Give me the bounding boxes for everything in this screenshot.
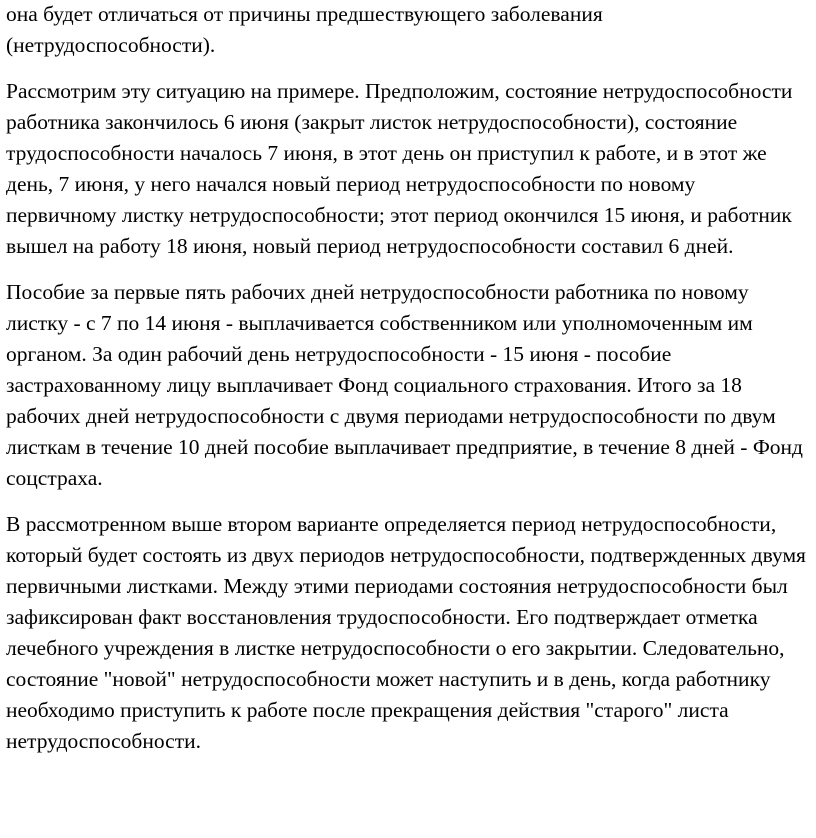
paragraph-benefit: Пособие за первые пять рабочих дней нетрудоспособности работника по новому листку - с 7 по 14 июня - выплачивается собственником или уполномоченным им органом. За один рабочий день нетрудоспособности - 15 июня - пособие застрахованному лицу выплачивает Фонд социального страхования. Итого за 18 рабочих дней нетрудоспособности с двумя периодами нетрудоспособности по двум листкам в течение 10 дней пособие выплачивает предприятие, в течение 8 дней - Фонд соцстраха. [6, 280, 804, 490]
paragraph-example: Рассмотрим эту ситуацию на примере. Предположим, состояние нетрудоспособности работника закончилось 6 июня (закрыт листок нетрудоспособности), состояние трудоспособности началось 7 июня, в этот день он приступил к работе, и в этот же день, 7 июня, у него начался новый период нетрудоспособности по новому первичному листку нетрудоспособности; этот период окончился 15 июня, и работник вышел на работу 18 июня, новый период нетрудоспособности составил 6 дней. [6, 79, 793, 258]
paragraph-continuation: она будет отличаться от причины предшествующего заболевания (нетрудоспособности). [6, 2, 603, 57]
paragraph-second-variant: В рассмотренном выше втором варианте определяется период нетрудоспособности, который будет состоять из двух периодов нетрудоспособности, подтвержденных двумя первичными листками. Между этими периодами состояния нетрудоспособности был зафиксирован факт восстановления трудоспособности. Его подтверждает отметка лечебного учреждения в листке нетрудоспособности о его закрытии. Следовательно, состояние "новой" нетрудоспособности может наступить и в день, когда работнику необходимо приступить к работе после прекращения действия "старого" листа нетрудоспособности. [6, 512, 806, 753]
